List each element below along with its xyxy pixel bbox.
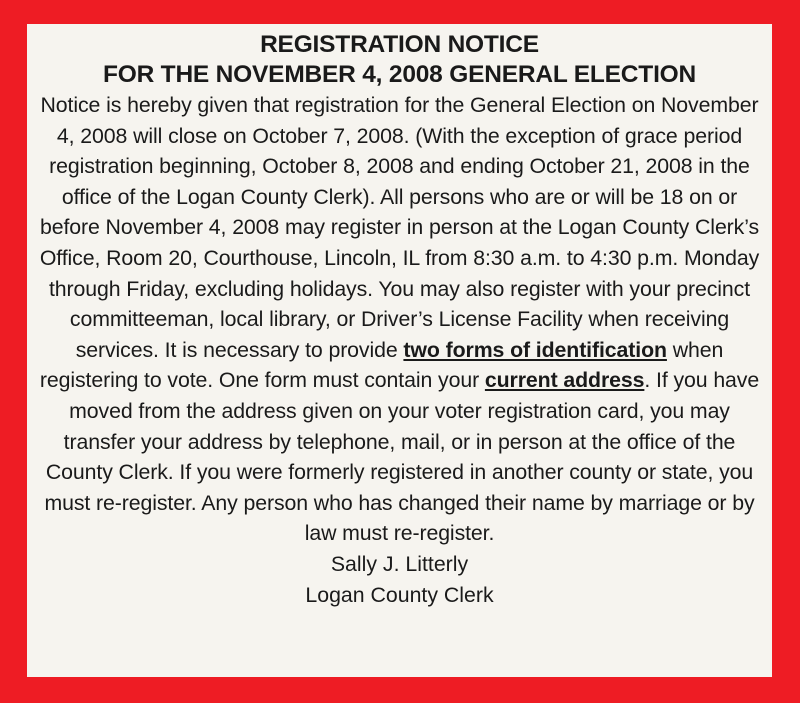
body-text-part-2: when registering to vote. One form must contain your [39,337,724,393]
title-line-1: REGISTRATION NOTICE [260,31,539,58]
body-text-part-3: . If you have moved from the address given on your voter registration card, you may transfer your address by telephone, mail, or in person at the office of the County Clerk. If you were formerly registered in another county or state, you must re-register. Any person who has changed their name by marriage or by law must re-register. [44,368,760,546]
signature-name: Sally J. Litterly [330,551,469,576]
notice-panel [27,24,772,677]
notice-title [33,30,766,90]
signature-block [33,549,766,610]
emphasis-current-address: current address [484,368,645,393]
notice-body [33,90,766,549]
title-line-2: FOR THE NOVEMBER 4, 2008 GENERAL ELECTION [102,61,697,88]
body-text-part-1: Notice is hereby given that registration for the General Election on November 4, 2008 will close on October 7, 2008. (With the exception of grace period registration beginning, October 8, 2008 and ending October 21, 2008 in the office of the Logan County Clerk). All persons who are or will be 18 on or before November 4, 2008 may register in person at the Logan County Clerk’s Office, Room 20, Courthouse, Lincoln, IL from 8:30 a.m. to 4:30 p.m. Monday through Friday, excluding holidays. You may also register with your precinct committeeman, local library, or Driver’s License Facility when receiving services. It is necessary to provide [39,93,760,362]
emphasis-identification: two forms of identification [403,337,667,362]
signature-title: Logan County Clerk [305,582,494,607]
